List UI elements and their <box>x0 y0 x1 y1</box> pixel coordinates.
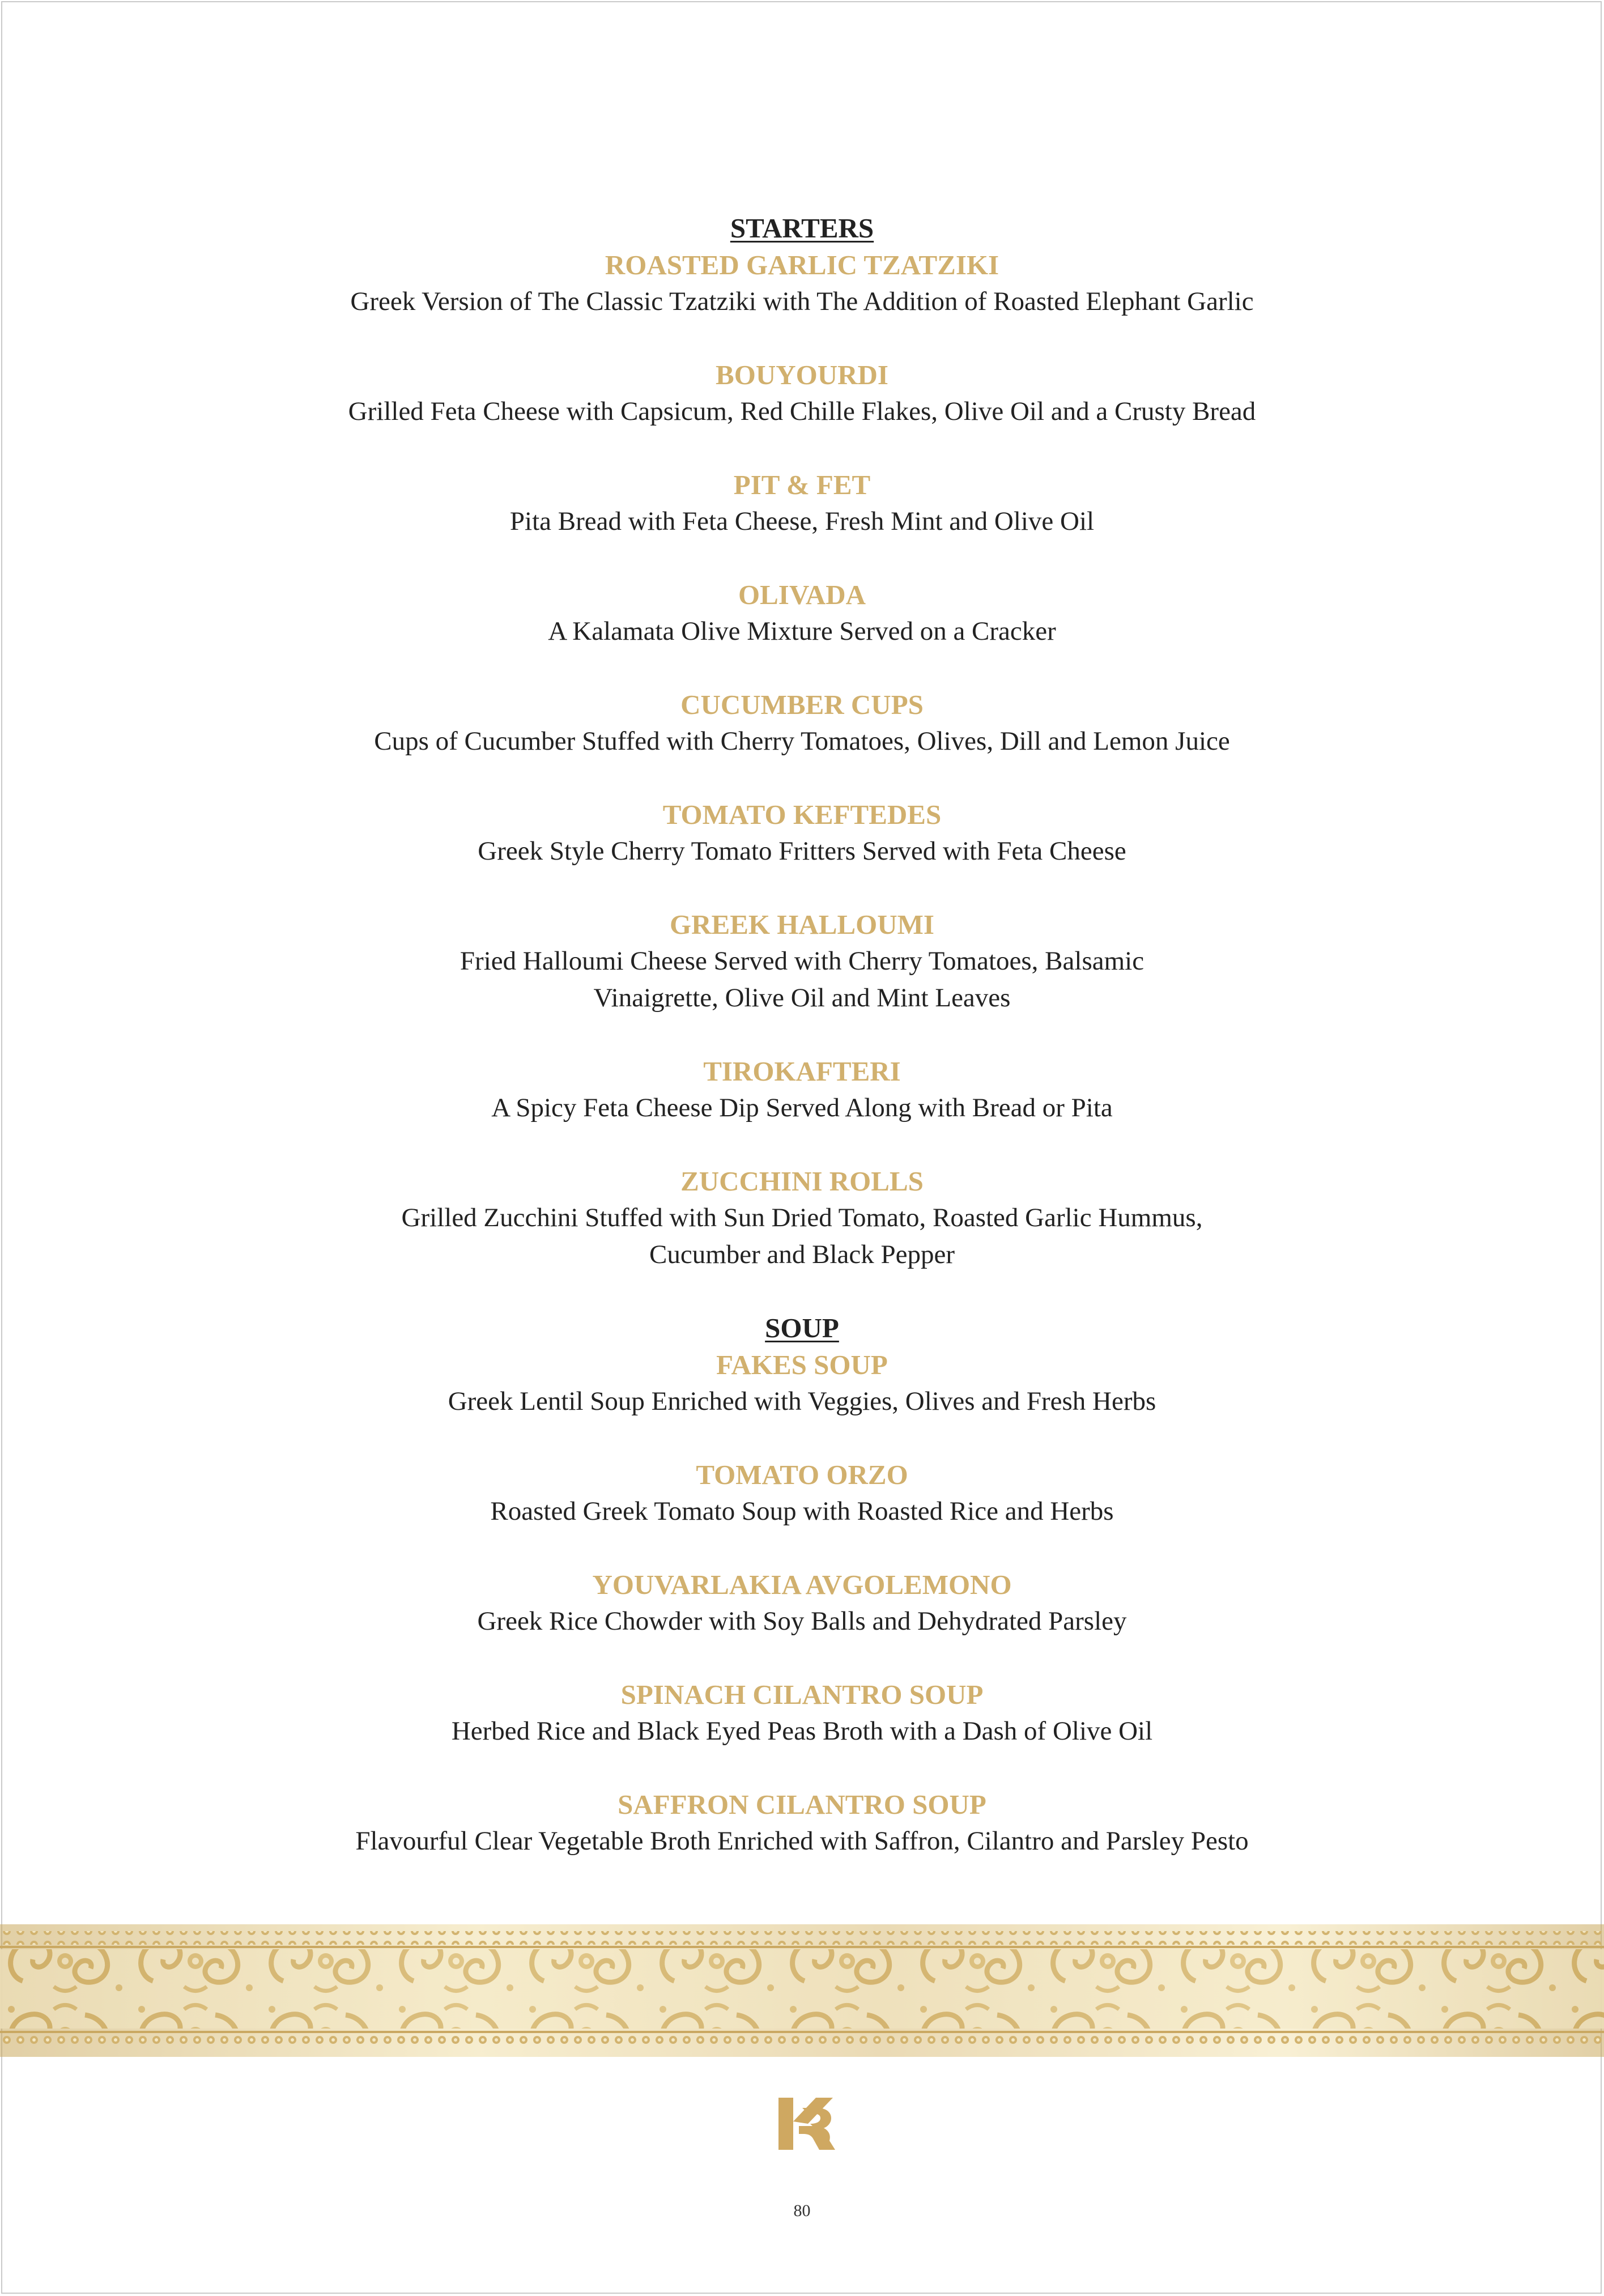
section-title-soup: SOUP <box>765 1312 839 1343</box>
soup-list <box>0 1346 1604 1860</box>
menu-item-description: Herbed Rice and Black Eyed Peas Broth with a Dash of Olive Oil <box>451 1716 1153 1746</box>
item-gap <box>0 430 1604 466</box>
menu-item-description: Grilled Zucchini Stuffed with Sun Dried Tomato, Roasted Garlic Hummus, <box>401 1203 1203 1232</box>
menu-item <box>0 906 1604 1017</box>
item-gap <box>0 1640 1604 1676</box>
section-gap <box>0 1273 1604 1309</box>
kr-monogram-logo <box>776 2095 837 2152</box>
menu-item <box>0 686 1604 760</box>
soup-section <box>0 1309 1604 1860</box>
menu-item <box>0 1676 1604 1750</box>
menu-item-name: PIT & FET <box>733 469 871 500</box>
item-gap <box>0 1750 1604 1786</box>
menu-item <box>0 1456 1604 1530</box>
menu-item <box>0 1163 1604 1273</box>
menu-item-description: Greek Version of The Classic Tzatziki with The Addition of Roasted Elephant Garlic <box>350 287 1254 316</box>
menu-item-name: SPINACH CILANTRO SOUP <box>620 1679 984 1710</box>
starters-list <box>0 246 1604 1273</box>
page-number: 80 <box>793 2201 811 2220</box>
section-title-starters: STARTERS <box>730 212 874 244</box>
menu-item-name: ZUCCHINI ROLLS <box>680 1166 924 1197</box>
menu-item-description: Fried Halloumi Cheese Served with Cherry Tomatoes, Balsamic <box>459 946 1145 976</box>
ornamental-border-band <box>0 1924 1604 2057</box>
menu-item-name: TOMATO ORZO <box>696 1459 908 1490</box>
menu-item-description: Flavourful Clear Vegetable Broth Enriched with Saffron, Cilantro and Parsley Pesto <box>355 1826 1249 1856</box>
menu-item-name: BOUYOURDI <box>716 359 888 390</box>
menu-item <box>0 1053 1604 1126</box>
menu-item-description: Cucumber and Black Pepper <box>649 1240 955 1269</box>
menu-item-name: ROASTED GARLIC TZATZIKI <box>605 249 999 280</box>
menu-item-name: TIROKAFTERI <box>703 1056 901 1087</box>
item-gap <box>0 1530 1604 1566</box>
starters-section <box>0 210 1604 1273</box>
menu-item-description: Pita Bread with Feta Cheese, Fresh Mint and Olive Oil <box>509 507 1095 536</box>
menu-item-description: A Kalamata Olive Mixture Served on a Cracker <box>548 616 1056 646</box>
menu-item-name: FAKES SOUP <box>716 1349 888 1380</box>
menu-item-name: YOUVARLAKIA AVGOLEMONO <box>592 1569 1012 1600</box>
item-gap <box>0 870 1604 906</box>
menu-item-name: OLIVADA <box>738 579 866 610</box>
menu-item-description: A Spicy Feta Cheese Dip Served Along with Bread or Pita <box>491 1093 1113 1123</box>
menu-item <box>0 246 1604 320</box>
menu-item-name: SAFFRON CILANTRO SOUP <box>618 1789 986 1820</box>
menu-item-description: Greek Lentil Soup Enriched with Veggies, Olives and Fresh Herbs <box>448 1387 1156 1416</box>
item-gap <box>0 650 1604 686</box>
menu-item-name: CUCUMBER CUPS <box>680 689 924 720</box>
menu-item-description: Cups of Cucumber Stuffed with Cherry Tomatoes, Olives, Dill and Lemon Juice <box>374 726 1230 756</box>
menu-item-description: Roasted Greek Tomato Soup with Roasted Rice and Herbs <box>490 1496 1114 1526</box>
menu-item <box>0 1566 1604 1640</box>
menu-content <box>0 210 1604 1860</box>
menu-item-description: Greek Style Cherry Tomato Fritters Served with Feta Cheese <box>478 836 1126 866</box>
menu-item <box>0 796 1604 870</box>
menu-item <box>0 1786 1604 1860</box>
menu-item <box>0 356 1604 430</box>
item-gap <box>0 1017 1604 1053</box>
menu-item-name: TOMATO KEFTEDES <box>662 799 942 830</box>
menu-item <box>0 1346 1604 1420</box>
item-gap <box>0 540 1604 576</box>
menu-item <box>0 466 1604 540</box>
menu-item <box>0 576 1604 650</box>
menu-item-description: Grilled Feta Cheese with Capsicum, Red Chille Flakes, Olive Oil and a Crusty Bread <box>348 397 1256 426</box>
menu-item-name: GREEK HALLOUMI <box>670 909 934 940</box>
item-gap <box>0 1420 1604 1456</box>
item-gap <box>0 760 1604 796</box>
menu-item-description: Vinaigrette, Olive Oil and Mint Leaves <box>593 983 1011 1013</box>
menu-item-description: Greek Rice Chowder with Soy Balls and Dehydrated Parsley <box>477 1606 1127 1636</box>
item-gap <box>0 320 1604 356</box>
item-gap <box>0 1126 1604 1163</box>
